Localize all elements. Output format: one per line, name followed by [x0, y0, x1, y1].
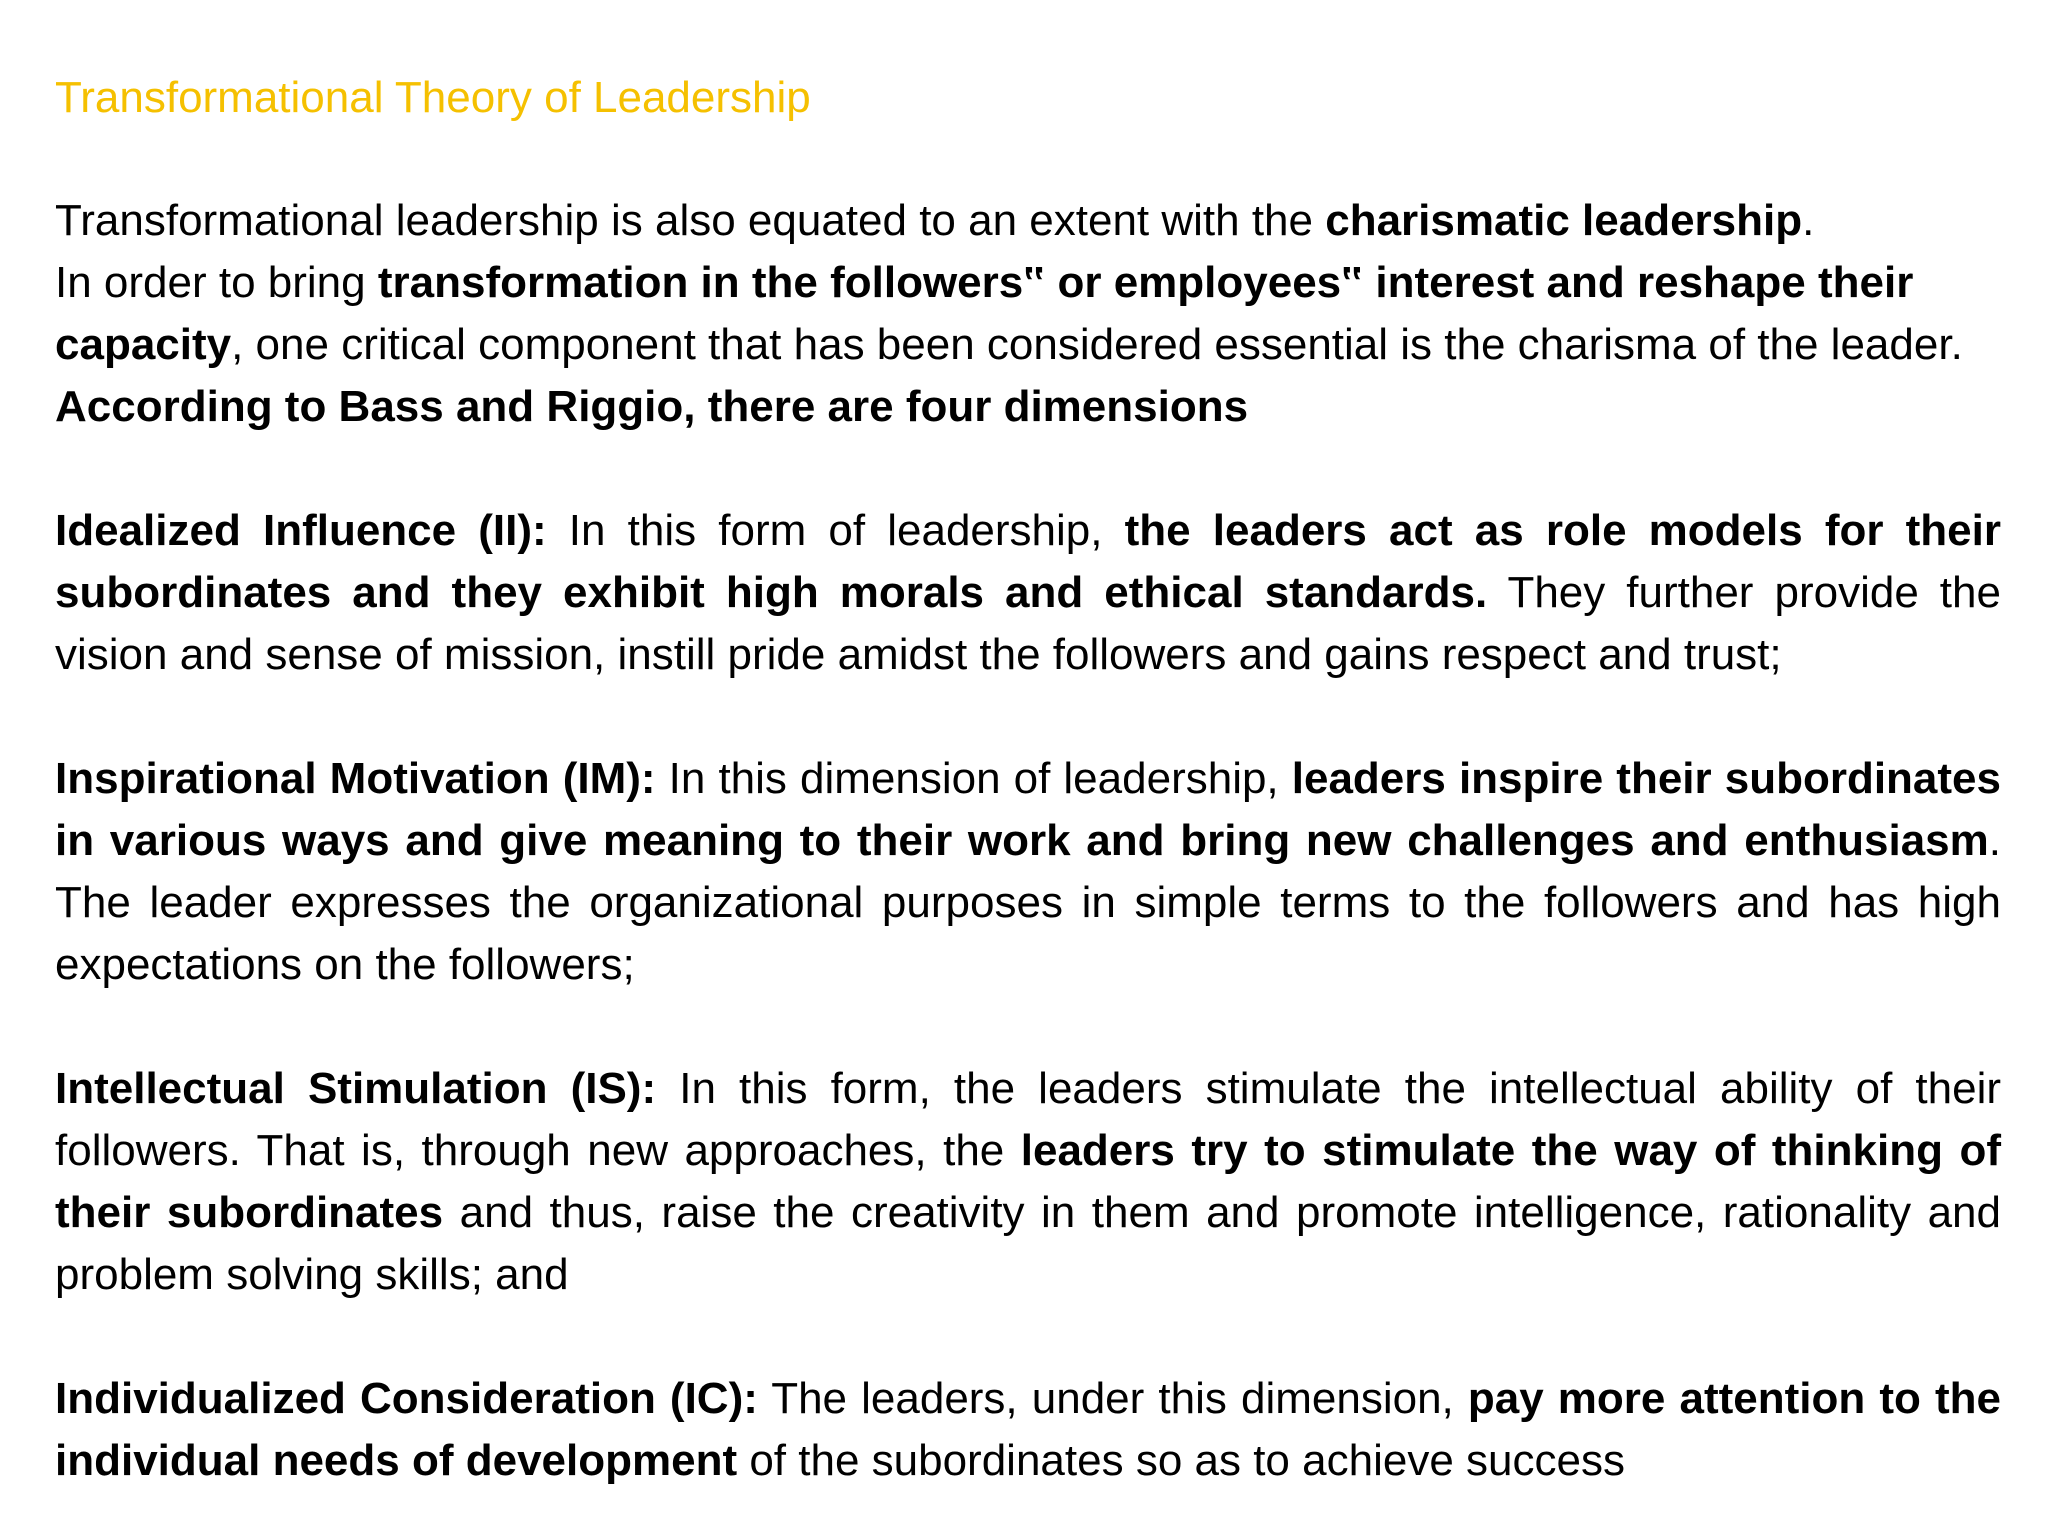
spacer — [55, 996, 2001, 1058]
dimension-intellectual-stimulation — [55, 1058, 2001, 1306]
dimension-text: In this form of leadership, — [546, 506, 1125, 555]
intro-text-1: Transformational leadership is also equated to an extent with the — [55, 196, 1326, 245]
dimension-heading: Inspirational Motivation (IM): — [55, 754, 656, 803]
dimension-idealized-influence — [55, 500, 2001, 686]
slide-content — [55, 68, 2001, 1492]
dimension-text: The leaders, under this dimension, — [757, 1374, 1468, 1423]
dimension-text: of the subordinates so as to achieve success — [737, 1436, 1625, 1485]
spacer — [55, 438, 2001, 500]
dimension-text: and thus, raise the creativity in them and promote intelligence, rationality and problem solving skills; and — [55, 1188, 2001, 1299]
intro-text-2-rest: , one critical component that has been considered essential is the charisma of the leader. — [231, 320, 1963, 369]
dimension-bold-text: pay more attention to the individual needs of development — [55, 1374, 2001, 1485]
dimension-individualized-consideration — [55, 1368, 2001, 1492]
intro-paragraph — [55, 190, 2001, 438]
intro-bold-3: According to Bass and Riggio, there are four dimensions — [55, 382, 1249, 431]
dimension-text: In this dimension of leadership, — [655, 754, 1292, 803]
dimension-text: . The leader expresses the organizational purposes in simple terms to the followers and has high expectations on the followers; — [55, 816, 2001, 989]
intro-bold-1: charismatic leadership — [1325, 196, 1803, 245]
dimension-heading: Individualized Consideration (IC): — [55, 1374, 758, 1423]
slide-title: Transformational Theory of Leadership — [55, 73, 811, 122]
spacer — [55, 686, 2001, 748]
dimension-bold-text: the leaders act as role models for their subordinates and they exhibit high morals and ethical standards. — [55, 506, 2002, 617]
dimension-heading: Idealized Influence (II): — [55, 506, 547, 555]
dimension-inspirational-motivation — [55, 748, 2001, 996]
spacer — [55, 1306, 2001, 1368]
dimension-text: They further provide the vision and sense of mission, instill pride amidst the followers and gains respect and trust; — [55, 568, 2001, 679]
dimension-text: In this form, the leaders stimulate the intellectual ability of their followers. That is, through new approaches, the — [55, 1064, 2001, 1175]
dimension-bold-text: leaders inspire their subordinates in various ways and give meaning to their work and bring new challenges and enthusiasm — [55, 754, 2001, 865]
intro-text-2: In order to bring — [55, 258, 378, 307]
intro-text-1-end: . — [1802, 196, 1815, 245]
dimension-heading: Intellectual Stimulation (IS): — [55, 1064, 657, 1113]
dimension-bold-text: leaders try to stimulate the way of thinking of their subordinates — [55, 1126, 2001, 1237]
intro-bold-2: transformation in the followers‟ or employees‟ interest and reshape their capacity — [55, 258, 1914, 369]
